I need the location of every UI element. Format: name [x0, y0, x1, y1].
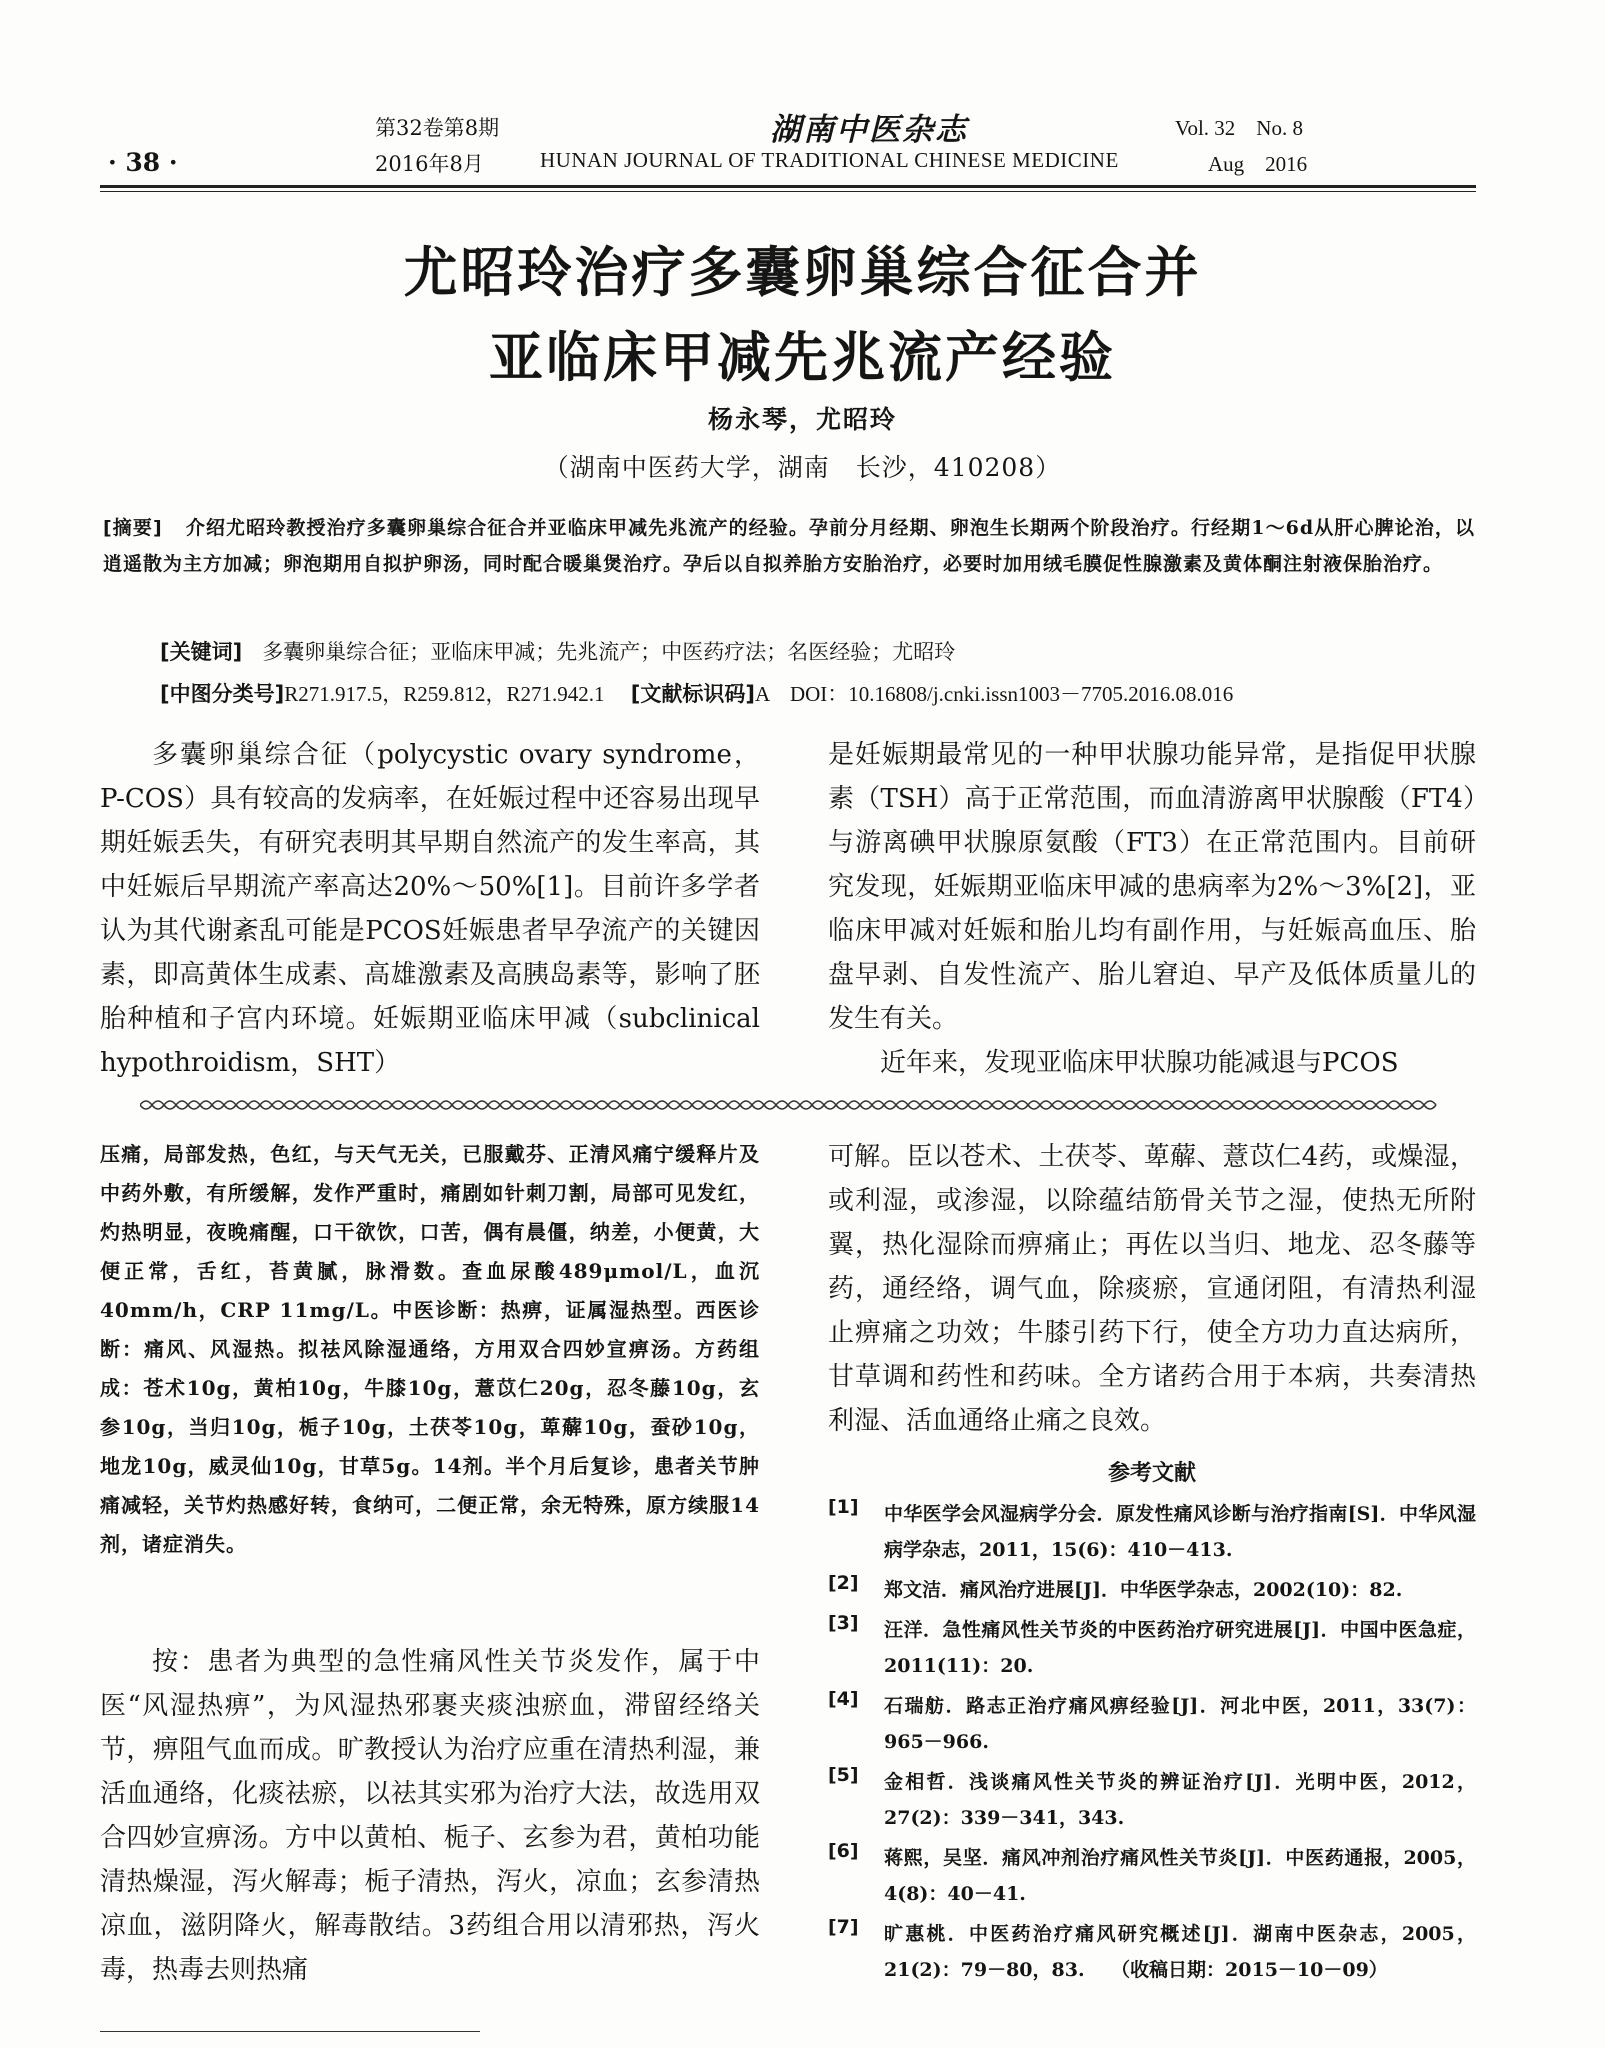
- header-rule-thin: [100, 191, 1476, 192]
- journal-logo: 湖南中医杂志: [770, 112, 968, 148]
- reference-item: [828, 1612, 1476, 1684]
- journal-name-en: HUNAN JOURNAL OF TRADITIONAL CHINESE MEDICINE: [540, 148, 1119, 172]
- wavy-separator: [140, 1097, 1440, 1113]
- reference-text: 郑文洁．痛风治疗进展[J]．中华医学杂志，2002(10)：82.: [884, 1579, 1403, 1601]
- intro-right-column: [828, 733, 1476, 1085]
- article-title-line-1: 尤昭玲治疗多囊卵巢综合征合并: [403, 241, 1202, 304]
- intro-paragraph-continued: 是妊娠期最常见的一种甲状腺功能异常，是指促甲状腺素（TSH）高于正常范围，而血清游离甲状腺酸（FT4）与游离碘甲状腺原氨酸（FT3）在正常范围内。目前研究发现，妊娠期亚临床甲减的患病率为2%～3%[2]，亚临床甲减对妊娠和胎儿均有副作用，与妊娠高血压、胎盘早剥、自发性流产、胎儿窘迫、早产及低体质量儿的发生有关。: [828, 740, 1476, 1034]
- volume-number: Vol. 32 No. 8: [1175, 116, 1303, 140]
- references-heading: 参考文献: [1107, 1461, 1196, 1486]
- intro-paragraph-2: 近年来，发现亚临床甲状腺功能减退与PCOS: [880, 1048, 1399, 1078]
- keywords: [160, 636, 955, 666]
- classification: [160, 678, 1233, 708]
- footer-rule: [100, 2031, 480, 2032]
- reference-item: [828, 1764, 1476, 1836]
- issue-date: 2016年8月: [375, 152, 484, 176]
- reference-list: [828, 1496, 1476, 1992]
- affiliation: （湖南中医药大学，湖南 长沙，410208）: [543, 453, 1062, 482]
- doc-code-text: A DOI：10.16808/j.cnki.issn1003－7705.2016.08.016: [754, 682, 1234, 706]
- reference-number: [7]: [828, 1916, 859, 1938]
- clc-label: [中图分类号]: [160, 682, 285, 706]
- received-date: （收稿日期：2015－10－09）: [1111, 1959, 1388, 1981]
- reference-number: [3]: [828, 1612, 859, 1634]
- article-title-line-2: 亚临床甲减先兆流产经验: [489, 326, 1116, 389]
- reference-item: [828, 1688, 1476, 1760]
- author-list: 杨永琴，尤昭玲: [707, 405, 897, 434]
- commentary-paragraph: 按：患者为典型的急性痛风性关节炎发作，属于中医“风湿热痹”，为风湿热邪裹夹痰浊瘀血，滞留经络关节，痹阻气血而成。旷教授认为治疗应重在清热利湿，兼活血通络，化痰祛瘀，以祛其实邪为治疗大法，故选用双合四妙宣痹汤。方中以黄柏、栀子、玄参为君，黄柏功能清热燥湿，泻火解毒；栀子清热，泻火，凉血；玄参清热凉血，滋阴降火，解毒散结。3药组合用以清邪热，泻火毒，热毒去则热痛: [100, 1647, 760, 1985]
- keywords-text: 多囊卵巢综合征；亚临床甲减；先兆流产；中医药疗法；名医经验；尤昭玲: [262, 640, 956, 664]
- reference-number: [6]: [828, 1840, 859, 1862]
- reference-number: [1]: [828, 1496, 859, 1518]
- issue-date-en: Aug 2016: [1208, 152, 1308, 176]
- header-rule: [100, 185, 1476, 188]
- reference-number: [2]: [828, 1572, 859, 1594]
- reference-text: 旷惠桃．中医药治疗痛风研究概述[J]．湖南中医杂志，2005，21(2)：79－80，83.: [884, 1923, 1476, 1981]
- intro-paragraph: 多囊卵巢综合征（polycystic ovary syndrome，P-COS）具有较高的发病率，在妊娠过程中还容易出现早期妊娠丢失，有研究表明其早期自然流产的发生率高，其中妊娠后早期流产率高达20%～50%[1]。目前许多学者认为其代谢紊乱可能是PCOS妊娠患者早孕流产的关键因素，即高黄体生成素、高雄激素及高胰岛素等，影响了胚胎种植和子宫内环境。妊娠期亚临床甲减（subclinical hypothroidism，SHT）: [100, 740, 760, 1078]
- intro-left-column: [100, 733, 760, 1085]
- page-number: · 38 ·: [108, 148, 178, 177]
- issue-label: 第32卷第8期: [375, 116, 500, 140]
- reference-item: [828, 1496, 1476, 1568]
- reference-item: [828, 1916, 1476, 1988]
- analysis-paragraph: 可解。臣以苍术、土茯苓、萆薢、薏苡仁4药，或燥湿，或利湿，或渗湿，以除蕴结筋骨关节之湿，使热无所附翼，热化湿除而痹痛止；再佐以当归、地龙、忍冬藤等药，通经络，调气血，除痰瘀，宣通闭阻，有清热利湿止痹痛之功效；牛膝引药下行，使全方功力直达病所，甘草调和药性和药味。全方诸药合用于本病，共奏清热利湿、活血通络止痛之良效。: [828, 1142, 1476, 1436]
- clc-text: R271.917.5，R259.812，R271.942.1: [284, 682, 605, 706]
- reference-item: [828, 1840, 1476, 1912]
- reference-text: 中华医学会风湿病学分会．原发性痛风诊断与治疗指南[S]．中华风湿病学杂志，2011，15(6)：410－413.: [884, 1503, 1476, 1561]
- keywords-label: [关键词]: [160, 640, 243, 664]
- doc-code-label: [文献标识码]: [630, 682, 755, 706]
- reference-number: [4]: [828, 1688, 859, 1710]
- reference-text: 金相哲．浅谈痛风性关节炎的辨证治疗[J]．光明中医，2012，27(2)：339－341，343.: [884, 1771, 1476, 1829]
- abstract-label: [摘要]: [103, 517, 163, 539]
- reference-number: [5]: [828, 1764, 859, 1786]
- reference-text: 汪洋．急性痛风性关节炎的中医药治疗研究进展[J]．中国中医急症，2011(11)：20.: [884, 1619, 1476, 1677]
- reference-item: [828, 1572, 1476, 1608]
- abstract-text: 介绍尤昭玲教授治疗多囊卵巢综合征合并亚临床甲减先兆流产的经验。孕前分月经期、卵泡生长期两个阶段治疗。行经期1～6d从肝心脾论治，以逍遥散为主方加减；卵泡期用自拟护卵汤，同时配合暖巢煲治疗。孕后以自拟养胎方安胎治疗，必要时加用绒毛膜促性腺激素及黄体酮注射液保胎治疗。: [103, 517, 1475, 575]
- case-report: 压痛，局部发热，色红，与天气无关，已服戴芬、正清风痛宁缓释片及中药外敷，有所缓解，发作严重时，痛剧如针刺刀割，局部可见发红，灼热明显，夜晚痛醒，口干欲饮，口苦，偶有晨僵，纳差，小便黄，大便正常，舌红，苔黄腻，脉滑数。查血尿酸489μmol/L，血沉40mm/h，CRP 11mg/L。中医诊断：热痹，证属湿热型。西医诊断：痛风、风湿热。拟祛风除湿通络，方用双合四妙宣痹汤。方药组成：苍术10g，黄柏10g，牛膝10g，薏苡仁20g，忍冬藤10g，玄参10g，当归10g，栀子10g，土茯苓10g，萆薢10g，蚕砂10g，地龙10g，威灵仙10g，甘草5g。14剂。半个月后复诊，患者关节肿痛减轻，关节灼热感好转，食纳可，二便正常，余无特殊，原方续服14剂，诸症消失。: [100, 1142, 760, 1556]
- reference-text: 石瑞舫．路志正治疗痛风痹经验[J]．河北中医，2011，33(7)：965－966.: [884, 1695, 1476, 1753]
- reference-text: 蒋熙，吴坚．痛风冲剂治疗痛风性关节炎[J]．中医药通报，2005，4(8)：40－41.: [884, 1847, 1476, 1905]
- abstract: [103, 510, 1475, 582]
